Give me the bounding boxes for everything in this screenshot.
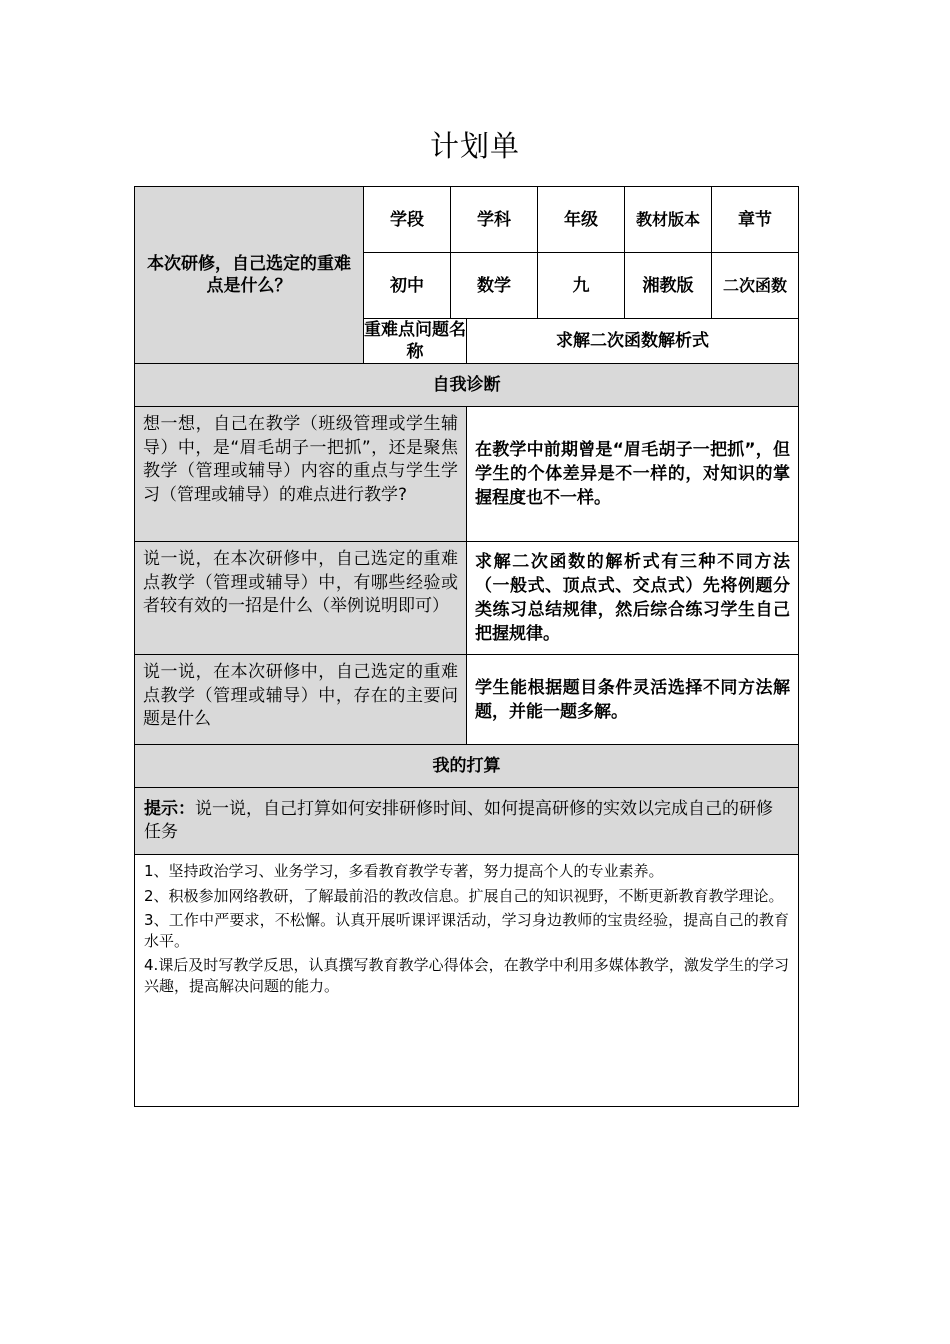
- plan-item: 1、坚持政治学习、业务学习，多看教育教学专著，努力提高个人的专业素养。: [144, 862, 664, 880]
- col-subject-header: 学科: [451, 187, 538, 253]
- question-header-cell: [135, 187, 364, 364]
- plan-item: 3、工作中严要求，不松懈。认真开展听课评课活动，学习身边教师的宝贵经验，提高自己的教育水平。: [144, 911, 789, 950]
- diagnosis-question-1: 想一想，自己在教学（班级管理或学生辅导）中，是“眉毛胡子一把抓”，还是聚焦教学（管理或辅导）内容的重点与学生学习（管理或辅导）的难点进行教学?: [135, 407, 467, 542]
- plan-item: 4.课后及时写教学反思，认真撰写教育教学心得体会，在教学中利用多媒体教学，激发学生的学习兴趣，提高解决问题的能力。: [144, 956, 789, 995]
- value-grade: 九: [538, 253, 625, 319]
- value-chapter: 二次函数: [712, 253, 799, 319]
- focus-name-label: 重难点问题名称: [364, 320, 466, 362]
- question-header: 本次研修，自己选定的重难点是什么？: [147, 254, 351, 296]
- focus-name-value: 求解二次函数解析式: [467, 319, 799, 364]
- hint-label: 提示：: [144, 799, 195, 819]
- my-plan-hint: [135, 788, 799, 855]
- my-plan-header: 我的打算: [135, 745, 799, 788]
- plan-item: 2、积极参加网络教研，了解最前沿的教改信息。扩展自己的知识视野，不断更新教育教学理论。: [144, 886, 784, 905]
- col-textbook-header: 教材版本: [625, 187, 712, 253]
- value-textbook: 湘教版: [625, 253, 712, 319]
- diagnosis-answer-3: 学生能根据题目条件灵活选择不同方法解题，并能一题多解。: [467, 655, 799, 745]
- hint-text: 说一说，自己打算如何安排研修时间、如何提高研修的实效以完成自己的研修任务: [144, 799, 773, 842]
- diagnosis-question-2: 说一说，在本次研修中，自己选定的重难点教学（管理或辅导）中，有哪些经验或者较有效的一招是什么（举例说明即可）: [135, 542, 467, 655]
- my-plan-items: [135, 855, 799, 1107]
- diagnosis-question-3: 说一说，在本次研修中，自己选定的重难点教学（管理或辅导）中，存在的主要问题是什么: [135, 655, 467, 745]
- page-title: 计划单: [429, 129, 520, 163]
- value-stage: 初中: [364, 253, 451, 319]
- plan-table: [134, 186, 799, 1107]
- col-stage-header: 学段: [364, 187, 451, 253]
- diagnosis-answer-1: 在教学中前期曾是“眉毛胡子一把抓”，但学生的个体差异是不一样的，对知识的掌握程度也不一样。: [467, 407, 799, 542]
- col-chapter-header: 章节: [712, 187, 799, 253]
- self-diagnosis-header: 自我诊断: [135, 364, 799, 407]
- col-grade-header: 年级: [538, 187, 625, 253]
- value-subject: 数学: [451, 253, 538, 319]
- diagnosis-answer-2: 求解二次函数的解析式有三种不同方法（一般式、顶点式、交点式）先将例题分类练习总结规律，然后综合练习学生自己把握规律。: [467, 542, 799, 655]
